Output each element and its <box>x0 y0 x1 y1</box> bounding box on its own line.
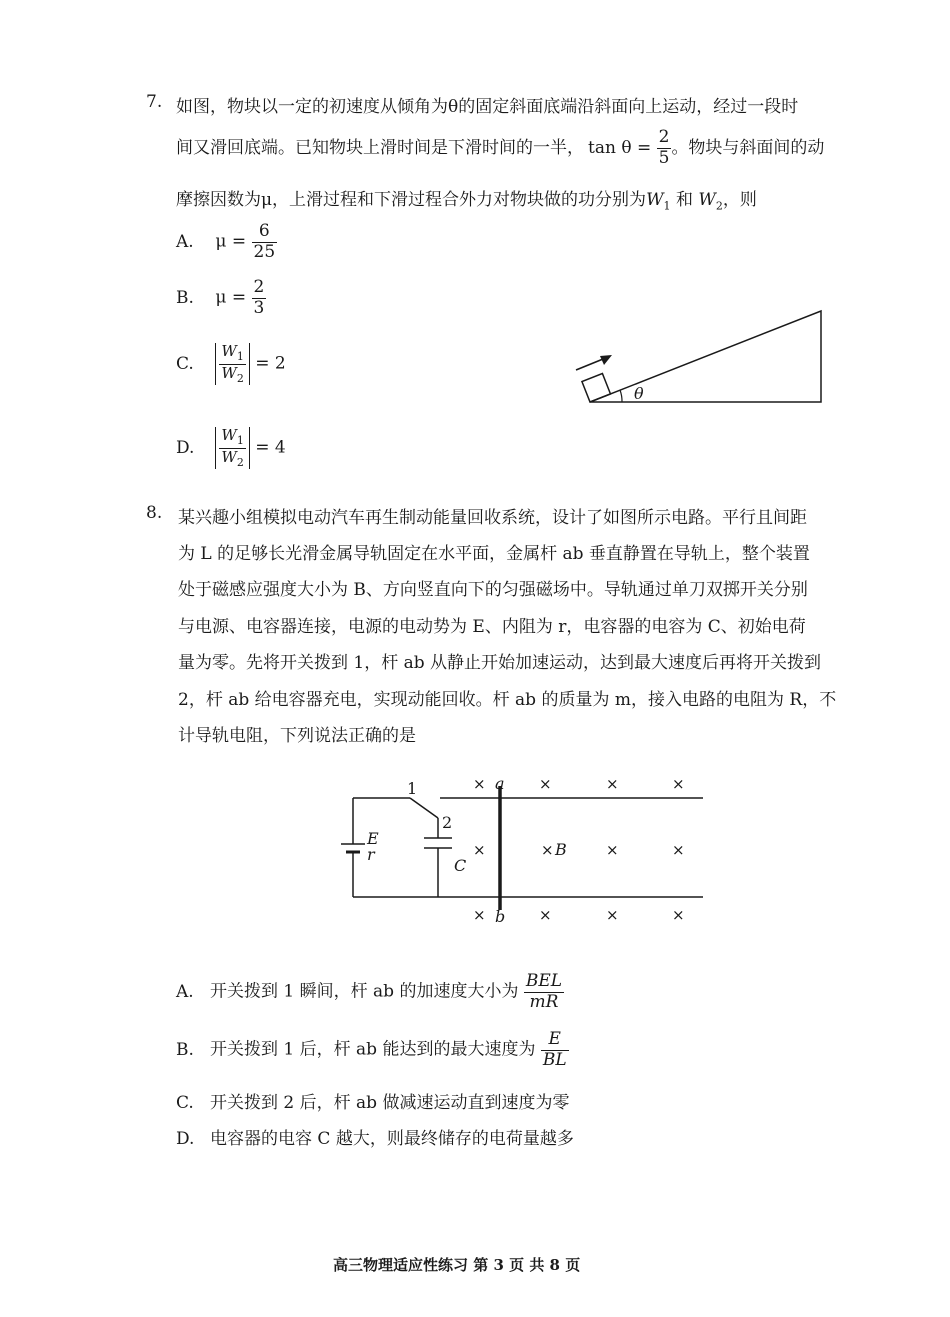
q7-option-a[interactable]: A. μ = $\frac{6}{25}$ <box>176 221 276 262</box>
incline-slope <box>590 311 821 402</box>
q8-option-a[interactable]: A. 开关拨到 1 瞬间，杆 ab 的加速度大小为 $\frac{\text{BEL}}{mR}$ <box>176 971 563 1012</box>
emf-label: E <box>367 829 379 848</box>
q8-line-6: 2，杆 ab 给电容器充电，实现动能回收。杆 ab 的质量为 m，接入电路的电阻为 R，不 <box>178 690 837 710</box>
q7-line2: 间又滑回底端。已知物块上滑时间是下滑时间的一半， tan θ = $\frac{2}{5}$ 。物块与斜面间的动 <box>176 127 825 168</box>
resistance-label: r <box>367 845 375 864</box>
q7-line1: 如图，物块以一定的初速度从倾角为θ的固定斜面底端沿斜面向上运动，经过一段时 <box>176 97 799 117</box>
q8-option-d[interactable]: D. 电容器的电容 C 越大，则最终储存的电荷量越多 <box>176 1129 574 1149</box>
rod-label-b: b <box>495 907 506 926</box>
svg-text:×: × <box>473 841 486 859</box>
page-footer: 高三物理适应性练习 第 3 页 共 8 页 <box>333 1256 581 1274</box>
q7-option-c[interactable]: C. $\frac{W_1}{W_2}$ = 2 <box>176 342 286 385</box>
incline-figure <box>560 300 840 410</box>
q7-number: 7. <box>146 92 163 112</box>
velocity-arrow-head <box>600 355 612 365</box>
rod-label-a: a <box>495 774 505 793</box>
q8-line-7: 计导轨电阻，下列说法正确的是 <box>178 726 416 746</box>
q8-number: 8. <box>146 503 163 523</box>
svg-text:×: × <box>539 775 552 793</box>
svg-text:×: × <box>473 775 486 793</box>
tan-fraction: $\frac{2}{5}$ <box>658 127 670 168</box>
tan-label: tan θ = <box>588 138 652 158</box>
switch-blade <box>410 798 438 818</box>
svg-text:×: × <box>539 906 552 924</box>
svg-text:×: × <box>473 906 486 924</box>
svg-text:×: × <box>606 906 619 924</box>
q7-option-b[interactable]: B. μ = $\frac{2}{3}$ <box>176 277 265 318</box>
svg-text:×: × <box>672 775 685 793</box>
svg-text:×: × <box>606 841 619 859</box>
q8-line-1: 某兴趣小组模拟电动汽车再生制动能量回收系统，设计了如图所示电路。平行且间距 <box>178 508 807 528</box>
angle-label: θ <box>634 384 644 403</box>
svg-text:×: × <box>606 775 619 793</box>
q8-option-b[interactable]: B. 开关拨到 1 后，杆 ab 能达到的最大速度为 $\frac{E}{BL}$ <box>176 1029 567 1070</box>
q7-option-d[interactable]: D. $\frac{W_1}{W_2}$ = 4 <box>176 426 286 469</box>
capacitance-label: C <box>454 856 467 875</box>
field-label-b: B <box>555 840 567 859</box>
svg-text:×: × <box>672 841 685 859</box>
q8-line-2: 为 L 的足够长光滑金属导轨固定在水平面，金属杆 ab 垂直静置在导轨上，整个装置 <box>178 544 810 564</box>
q8-option-c[interactable]: C. 开关拨到 2 后，杆 ab 做减速运动直到速度为零 <box>176 1093 570 1113</box>
q7-line3: 摩擦因数为μ，上滑过程和下滑过程合外力对物块做的功分别为$W_1$ 和 $W_2$，则 <box>176 190 757 213</box>
switch-label-1: 1 <box>407 779 418 798</box>
angle-arc <box>620 390 622 402</box>
q8-line-5: 量为零。先将开关拨到 1，杆 ab 从静止开始加速运动，达到最大速度后再将开关拨到 <box>178 653 822 673</box>
svg-text:×: × <box>672 906 685 924</box>
circuit-figure <box>335 770 715 930</box>
svg-text:×: × <box>541 841 554 859</box>
q8-line-3: 处于磁感应强度大小为 B、方向竖直向下的匀强磁场中。导轨通过单刀双掷开关分别 <box>178 580 808 600</box>
q8-line-4: 与电源、电容器连接，电源的电动势为 E、内阻为 r，电容器的电容为 C、初始电荷 <box>178 617 806 637</box>
switch-label-2: 2 <box>442 813 453 832</box>
block <box>582 373 611 402</box>
